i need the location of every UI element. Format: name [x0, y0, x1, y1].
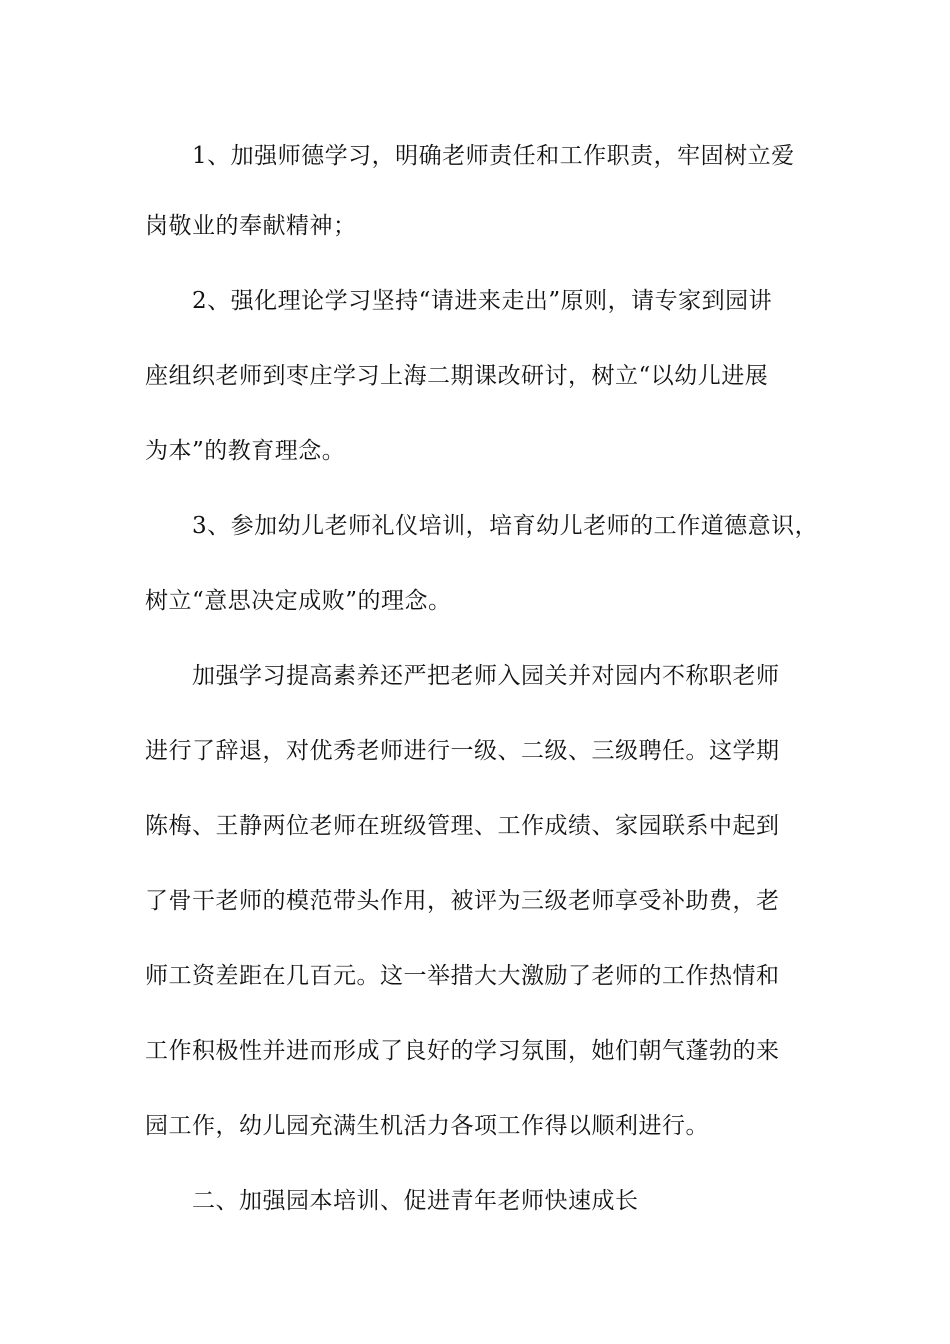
text-line-12: 师工资差距在几百元。这一举措大大激励了老师的工作热情和 — [145, 963, 780, 989]
text-line-13: 工作积极性并进而形成了良好的学习氛围，她们朝气蓬勃的来 — [145, 1038, 780, 1064]
section-heading: 二、加强园本培训、促进青年老师快速成长 — [192, 1188, 639, 1214]
text-line-6: 3、参加幼儿老师礼仪培训，培育幼儿老师的工作道德意识， — [192, 513, 819, 539]
text-line-11: 了骨干老师的模范带头作用，被评为三级老师享受补助费，老 — [145, 888, 780, 914]
text-line-1: 1、加强师德学习，明确老师责任和工作职责，牢固树立爱 — [192, 143, 795, 169]
text-line-3: 2、强化理论学习坚持“请进来走出”原则，请专家到园讲 — [192, 288, 773, 314]
text-line-7: 树立“意思决定成败”的理念。 — [145, 588, 452, 614]
text-line-4: 座组织老师到枣庄学习上海二期课改研讨，树立“以幼儿进展 — [145, 363, 769, 389]
text-line-10: 陈梅、王静两位老师在班级管理、工作成绩、家园联系中起到 — [145, 813, 780, 839]
text-line-9: 进行了辞退，对优秀老师进行一级、二级、三级聘任。这学期 — [145, 738, 780, 764]
text-line-5: 为本”的教育理念。 — [145, 438, 346, 464]
text-line-2: 岗敬业的奉献精神； — [145, 213, 357, 239]
text-line-14: 园工作，幼儿园充满生机活力各项工作得以顺利进行。 — [145, 1113, 709, 1139]
text-line-8: 加强学习提高素养还严把老师入园关并对园内不称职老师 — [192, 663, 780, 689]
